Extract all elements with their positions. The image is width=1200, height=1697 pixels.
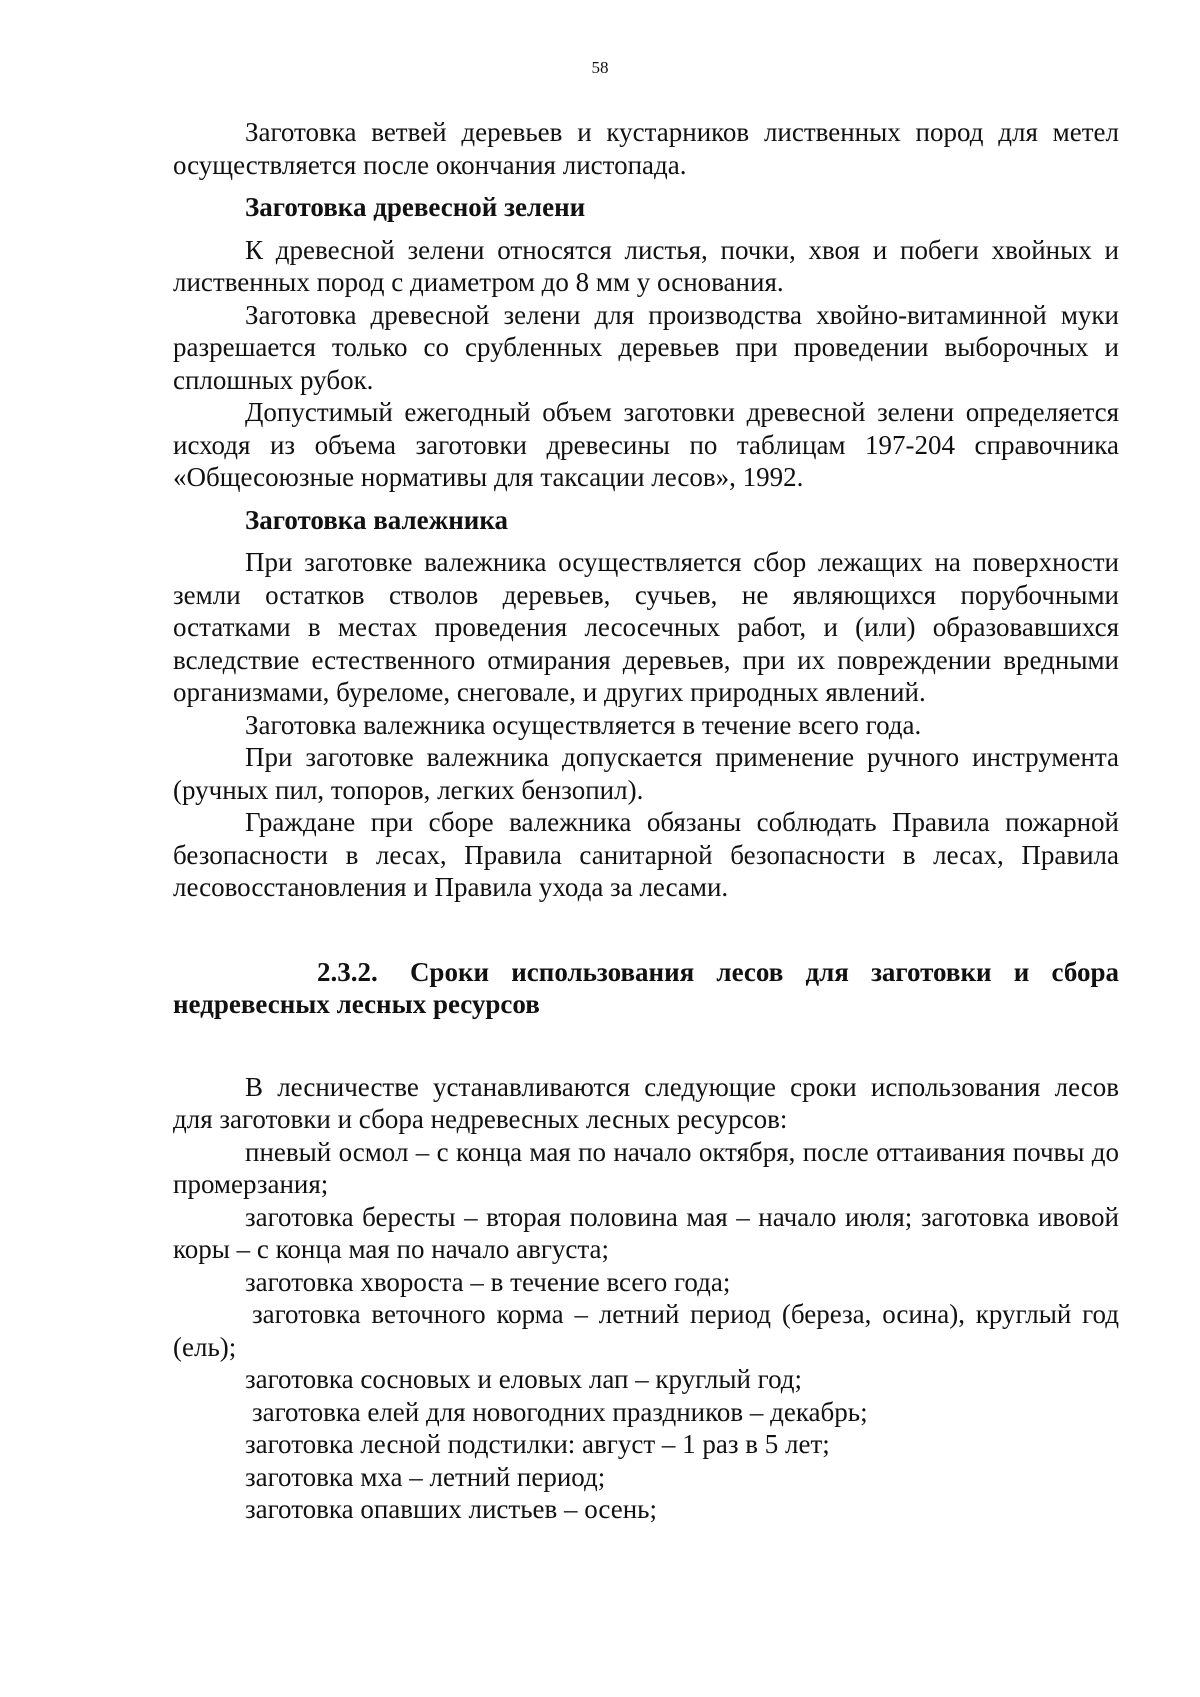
paragraph-terms-intro: В лесничестве устанавливаются следующие сроки использования лесов для заготовки и сбора недревесных лесных ресурсов: (173, 1071, 1119, 1134)
paragraph-deadwood-definition: При заготовке валежника осуществляется сбор лежащих на поверхности земли остатков стволов деревьев, сучьев, не являющихся порубочными остатками в местах проведения лесосечных работ, и (или) образовавшихся вследствие естественного отмирания деревьев, при их повреждении вредными организмами, буреломе, снеговале, и других природных явлений. (173, 547, 1119, 707)
list-item-moss: заготовка мха – летний период; (245, 1461, 606, 1492)
heading-wood-greenery: Заготовка древесной зелени (245, 192, 586, 222)
paragraph-greenery-permission: Заготовка древесной зелени для производства хвойно-витаминной муки разрешается только со срубленных деревьев при проведении выборочных и сплошных рубок. (173, 299, 1119, 395)
paragraph-deadwood-tools: При заготовке валежника допускается применение ручного инструмента (ручных пил, топоров, легких бензопил). (173, 742, 1119, 805)
list-item-christmas-trees: заготовка елей для новогодних праздников – декабрь; (252, 1396, 868, 1427)
paragraph-greenery-volume: Допустимый ежегодный объем заготовки древесной зелени определяется исходя из объема заготовки древесины по таблицам 197-204 справочника «Общесоюзные нормативы для таксации лесов», 1992. (173, 397, 1119, 492)
section-heading-terms (173, 956, 1119, 1021)
paragraph-brooms: Заготовка ветвей деревьев и кустарников лиственных пород для метел осуществляется после окончания листопада. (173, 117, 1119, 180)
list-item-forest-litter: заготовка лесной подстилки: август – 1 раз в 5 лет; (245, 1429, 830, 1459)
list-item-birch-bark: заготовка бересты – вторая половина мая – начало июля; заготовка ивовой коры – с конца мая по начало августа; (173, 1201, 1119, 1264)
list-item-fallen-leaves: заготовка опавших листьев – осень; (245, 1494, 657, 1524)
page-content (173, 116, 1119, 1526)
page-number: 58 (591, 58, 609, 77)
paragraph-greenery-definition: К древесной зелени относятся листья, почки, хвоя и побеги хвойных и лиственных пород с диаметром до 8 мм у основания. (173, 234, 1119, 297)
list-item-brushwood: заготовка хвороста – в течение всего года; (245, 1266, 731, 1297)
paragraph-deadwood-period: Заготовка валежника осуществляется в течение всего года. (245, 709, 922, 740)
section-title: Сроки использования лесов для заготовки и сбора недревесных лесных ресурсов (173, 956, 1119, 1019)
list-item-resin: пневый осмол – с конца мая по начало октября, после оттаивания почвы до промерзания; (173, 1136, 1119, 1199)
section-number: 2.3.2. (317, 956, 378, 987)
list-item-conifer-branches: заготовка сосновых и еловых лап – круглый год; (245, 1364, 803, 1394)
list-item-branch-fodder: заготовка веточного корма – летний период (береза, осина), круглый год (ель); (173, 1299, 1119, 1362)
paragraph-deadwood-rules: Граждане при сборе валежника обязаны соблюдать Правила пожарной безопасности в лесах, Правила санитарной безопасности в лесах, Правила лесовосстановления и Правила ухода за лесами. (173, 807, 1119, 902)
heading-deadwood: Заготовка валежника (245, 504, 508, 535)
